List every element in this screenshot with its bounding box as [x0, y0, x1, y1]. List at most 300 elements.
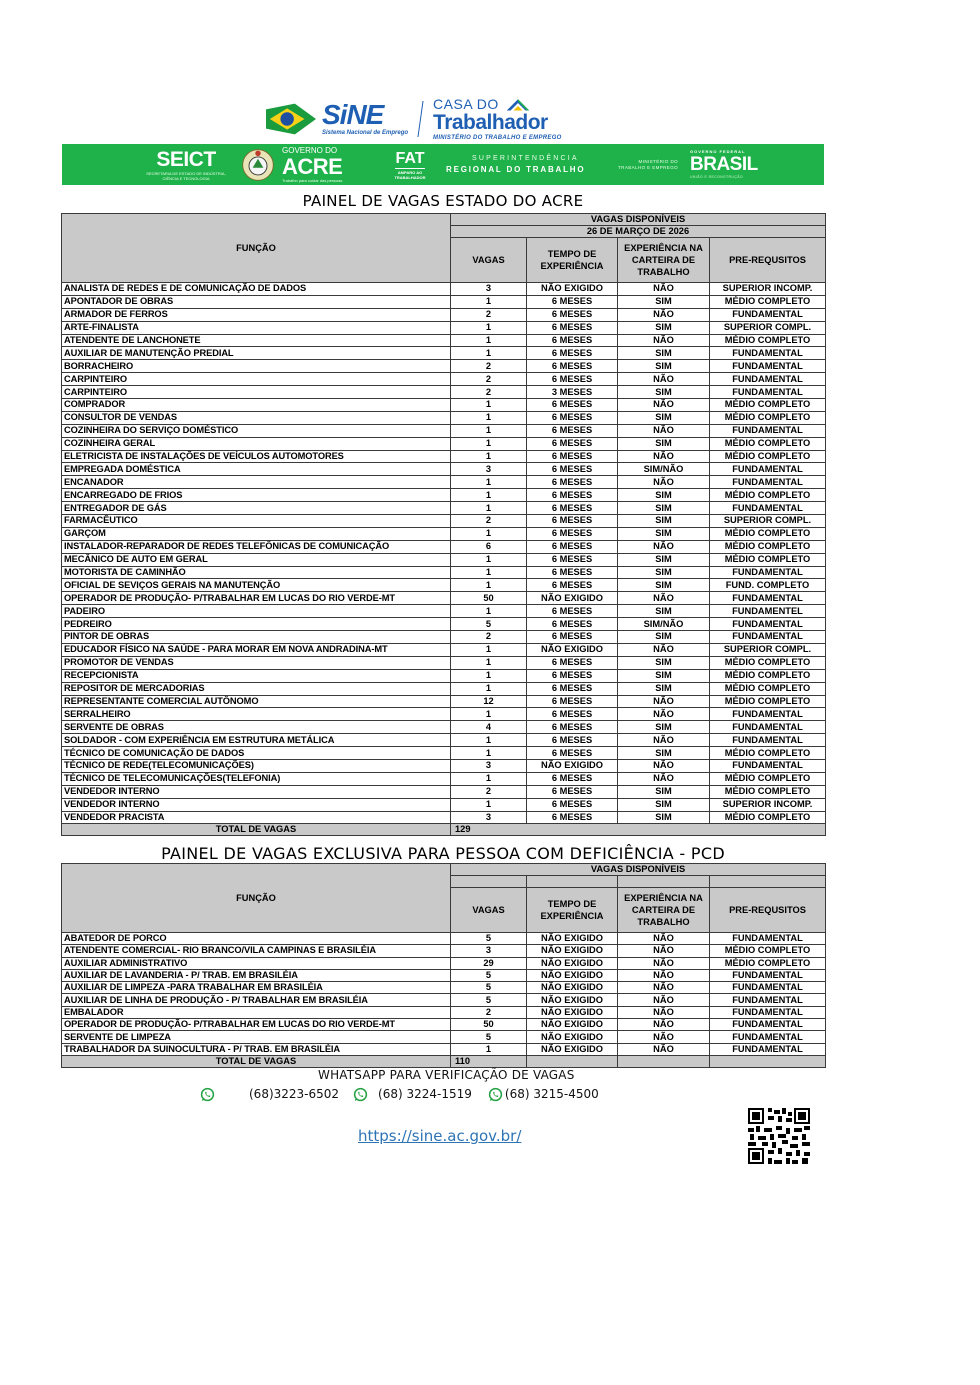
acre-crest-icon: [240, 147, 276, 183]
table-row: [62, 605, 826, 618]
partners-banner: [62, 144, 824, 185]
funcao-cell: EDUCADOR FÍSICO NA SAÚDE - PARA MORAR EM NOVA ANDRADINA-MT: [62, 643, 451, 656]
experiencia-cell: NÃO: [618, 759, 710, 772]
vagas-cell: 2: [451, 785, 527, 798]
experiencia-cell: SIM: [618, 656, 710, 669]
header-tempo-experiencia: TEMPO DE EXPERIÊNCIA: [527, 888, 618, 933]
tempo-cell: 6 MESES: [527, 515, 618, 528]
funcao-cell: ANALISTA DE REDES E DE COMUNICAÇÃO DE DADOS: [62, 283, 451, 296]
vagas-table-acre-body: [62, 283, 826, 824]
funcao-cell: EMPREGADA DOMÉSTICA: [62, 463, 451, 476]
experiencia-cell: NÃO: [618, 994, 710, 1006]
vagas-cell: 1: [451, 424, 527, 437]
tempo-cell: 6 MESES: [527, 553, 618, 566]
tempo-cell: 6 MESES: [527, 502, 618, 515]
fat-logo-block: [388, 150, 432, 180]
funcao-cell: PINTOR DE OBRAS: [62, 631, 451, 644]
logo-divider: [418, 101, 424, 137]
requisito-cell: MÉDIO COMPLETO: [710, 945, 826, 957]
total-label: TOTAL DE VAGAS: [62, 824, 451, 836]
total-row: [62, 824, 826, 836]
tempo-cell: 6 MESES: [527, 321, 618, 334]
tempo-cell: 6 MESES: [527, 656, 618, 669]
funcao-cell: BORRACHEIRO: [62, 360, 451, 373]
vagas-cell: 50: [451, 592, 527, 605]
requisito-cell: FUNDAMENTAL: [710, 347, 826, 360]
requisito-cell: MÉDIO COMPLETO: [710, 399, 826, 412]
table-row: [62, 798, 826, 811]
requisito-cell: FUNDAMENTAL: [710, 592, 826, 605]
experiencia-cell: NÃO: [618, 1019, 710, 1031]
requisito-cell: MÉDIO COMPLETO: [710, 811, 826, 824]
vagas-cell: 5: [451, 994, 527, 1006]
header-empty-cell: [527, 876, 618, 888]
requisito-cell: FUNDAMENTAL: [710, 1019, 826, 1031]
table-row: [62, 321, 826, 334]
table-row: [62, 747, 826, 760]
experiencia-cell: NÃO: [618, 1031, 710, 1043]
table-row: [62, 592, 826, 605]
experiencia-cell: SIM: [618, 811, 710, 824]
experiencia-cell: NÃO: [618, 734, 710, 747]
total-empty-cell: [527, 1055, 618, 1067]
tempo-cell: 6 MESES: [527, 476, 618, 489]
funcao-cell: ELETRICISTA DE INSTALAÇÕES DE VEÍCULOS AUTOMOTORES: [62, 450, 451, 463]
table-row: [62, 579, 826, 592]
brasil-subtitle: UNIÃO E RECONSTRUÇÃO: [690, 175, 744, 179]
seict-subtitle: SECRETARIA DE ESTADO DE INDÚSTRIA, CIÊNCIA E TECNOLOGIA: [146, 170, 226, 181]
header-empty-cell: [618, 876, 710, 888]
requisito-cell: SUPERIOR COMPL.: [710, 643, 826, 656]
fat-logo: FAT: [395, 149, 425, 167]
tempo-cell: 6 MESES: [527, 734, 618, 747]
vagas-cell: 6: [451, 540, 527, 553]
vagas-cell: 1: [451, 347, 527, 360]
funcao-cell: AUXILIAR DE LAVANDERIA - P/ TRAB. EM BRASILÉIA: [62, 969, 451, 981]
tempo-cell: 6 MESES: [527, 798, 618, 811]
vagas-cell: 2: [451, 308, 527, 321]
header-empty-cell: [451, 876, 527, 888]
requisito-cell: MÉDIO COMPLETO: [710, 747, 826, 760]
requisito-cell: FUNDAMENTAL: [710, 618, 826, 631]
tempo-cell: NÃO EXIGIDO: [527, 592, 618, 605]
header-tempo-experiencia: TEMPO DE EXPERIÊNCIA: [527, 238, 618, 283]
sine-logo: SiNE: [322, 99, 384, 130]
requisito-cell: FUNDAMENTAL: [710, 759, 826, 772]
requisito-cell: SUPERIOR COMPL.: [710, 515, 826, 528]
table-row: [62, 527, 826, 540]
requisito-cell: FUNDAMENTAL: [710, 721, 826, 734]
experiencia-cell: NÃO: [618, 373, 710, 386]
experiencia-cell: SIM: [618, 347, 710, 360]
funcao-cell: APONTADOR DE OBRAS: [62, 295, 451, 308]
tempo-cell: 6 MESES: [527, 308, 618, 321]
funcao-cell: AUXILIAR DE MANUTENÇÃO PREDIAL: [62, 347, 451, 360]
ministerio-label: MINISTÉRIO DO TRABALHO E EMPREGO: [618, 158, 678, 170]
table-row: [62, 476, 826, 489]
sine-logo-block: [322, 101, 408, 137]
vagas-cell: 1: [451, 450, 527, 463]
experiencia-cell: NÃO: [618, 424, 710, 437]
experiencia-cell: NÃO: [618, 476, 710, 489]
requisito-cell: FUNDAMENTAL: [710, 463, 826, 476]
tempo-cell: 6 MESES: [527, 682, 618, 695]
seict-logo-block: [140, 149, 232, 181]
tempo-cell: NÃO EXIGIDO: [527, 643, 618, 656]
fat-subtitle: AMPARO AO TRABALHADOR: [394, 169, 426, 180]
ministerio-block: [616, 159, 678, 171]
funcao-cell: AUXILIAR DE LINHA DE PRODUÇÃO - P/ TRABALHAR EM BRASILÉIA: [62, 994, 451, 1006]
whatsapp-icon: [200, 1087, 215, 1102]
vagas-cell: 1: [451, 772, 527, 785]
vagas-cell: 1: [451, 476, 527, 489]
requisito-cell: FUNDAMENTAL: [710, 386, 826, 399]
experiencia-cell: SIM: [618, 669, 710, 682]
vagas-cell: 1: [451, 321, 527, 334]
tempo-cell: NÃO EXIGIDO: [527, 933, 618, 945]
funcao-cell: CARPINTEIRO: [62, 386, 451, 399]
table-row: [62, 945, 826, 957]
vagas-cell: 1: [451, 682, 527, 695]
vagas-table-acre: [61, 213, 826, 836]
tempo-cell: 6 MESES: [527, 566, 618, 579]
tempo-cell: NÃO EXIGIDO: [527, 759, 618, 772]
funcao-cell: TÉCNICO DE COMUNICAÇÃO DE DADOS: [62, 747, 451, 760]
tempo-cell: 6 MESES: [527, 708, 618, 721]
brasil-logo: BRASIL: [690, 154, 758, 175]
funcao-cell: OPERADOR DE PRODUÇÃO- P/TRABALHAR EM LUCAS DO RIO VERDE-MT: [62, 1019, 451, 1031]
vagas-cell: 1: [451, 798, 527, 811]
experiencia-cell: SIM: [618, 682, 710, 695]
vagas-cell: 1: [451, 411, 527, 424]
whatsapp-icon: [488, 1087, 503, 1102]
vagas-cell: 1: [451, 489, 527, 502]
table-row: [62, 618, 826, 631]
experiencia-cell: NÃO: [618, 1006, 710, 1018]
table-row: [62, 360, 826, 373]
tempo-cell: 6 MESES: [527, 772, 618, 785]
experiencia-cell: SIM: [618, 566, 710, 579]
table-row: [62, 463, 826, 476]
vagas-cell: 3: [451, 463, 527, 476]
vagas-cell: 1: [451, 734, 527, 747]
funcao-cell: PEDREIRO: [62, 618, 451, 631]
tempo-cell: NÃO EXIGIDO: [527, 1043, 618, 1055]
phone-number[interactable]: (68)3223-6502: [249, 1087, 340, 1101]
vagas-cell: 4: [451, 721, 527, 734]
experiencia-cell: SIM: [618, 579, 710, 592]
requisito-cell: MÉDIO COMPLETO: [710, 540, 826, 553]
tempo-cell: 6 MESES: [527, 527, 618, 540]
total-label: TOTAL DE VAGAS: [62, 1055, 451, 1067]
table-row: [62, 643, 826, 656]
experiencia-cell: NÃO: [618, 969, 710, 981]
experiencia-cell: NÃO: [618, 945, 710, 957]
seict-logo: SEICT: [156, 147, 216, 171]
table-row: [62, 489, 826, 502]
experiencia-cell: NÃO: [618, 982, 710, 994]
table-row: [62, 347, 826, 360]
funcao-cell: TÉCNICO DE REDE(TELECOMUNICAÇÕES): [62, 759, 451, 772]
tempo-cell: NÃO EXIGIDO: [527, 982, 618, 994]
phone-number[interactable]: (68) 3215-4500: [504, 1087, 599, 1101]
whatsapp-phones: [200, 1086, 599, 1103]
tempo-cell: 6 MESES: [527, 334, 618, 347]
tempo-cell: 6 MESES: [527, 785, 618, 798]
funcao-cell: INSTALADOR-REPARADOR DE REDES TELEFÔNICAS DE COMUNICAÇÃO: [62, 540, 451, 553]
table-row: [62, 933, 826, 945]
funcao-cell: COMPRADOR: [62, 399, 451, 412]
vagas-cell: 1: [451, 747, 527, 760]
funcao-cell: TÉCNICO DE TELECOMUNICAÇÕES(TELEFONIA): [62, 772, 451, 785]
experiencia-cell: NÃO: [618, 399, 710, 412]
requisito-cell: MÉDIO COMPLETO: [710, 295, 826, 308]
brasil-logo-block: [690, 149, 790, 180]
funcao-cell: OPERADOR DE PRODUÇÃO- P/TRABALHAR EM LUCAS DO RIO VERDE-MT: [62, 592, 451, 605]
tempo-cell: 6 MESES: [527, 450, 618, 463]
governo-federal-label: GOVERNO FEDERAL: [690, 149, 746, 154]
requisito-cell: FUNDAMENTAL: [710, 631, 826, 644]
requisito-cell: SUPERIOR INCOMP.: [710, 798, 826, 811]
tempo-cell: 6 MESES: [527, 347, 618, 360]
table-row: [62, 772, 826, 785]
vagas-cell: 1: [451, 605, 527, 618]
experiencia-cell: NÃO: [618, 957, 710, 969]
panel-title-acre: PAINEL DE VAGAS ESTADO DO ACRE: [302, 192, 584, 210]
total-empty-cell: [710, 1055, 826, 1067]
funcao-cell: OFICIAL DE SEVIÇOS GERAIS NA MANUTENÇÃO: [62, 579, 451, 592]
tempo-cell: 6 MESES: [527, 360, 618, 373]
total-value: 110: [451, 1055, 527, 1067]
tempo-cell: NÃO EXIGIDO: [527, 1031, 618, 1043]
vagas-cell: 1: [451, 656, 527, 669]
experiencia-cell: SIM: [618, 515, 710, 528]
funcao-cell: TRABALHADOR DA SUINOCULTURA - P/ TRAB. EM BRASILÉIA: [62, 1043, 451, 1055]
table-row: [62, 994, 826, 1006]
vagas-cell: 1: [451, 399, 527, 412]
table-row: [62, 566, 826, 579]
vagas-cell: 12: [451, 695, 527, 708]
experiencia-cell: SIM: [618, 360, 710, 373]
header-funcao: FUNÇÃO: [62, 214, 451, 283]
experiencia-cell: NÃO: [618, 772, 710, 785]
experiencia-cell: SIM/NÃO: [618, 618, 710, 631]
funcao-cell: CARPINTEIRO: [62, 373, 451, 386]
tempo-cell: 6 MESES: [527, 489, 618, 502]
experiencia-cell: SIM: [618, 437, 710, 450]
funcao-cell: ABATEDOR DE PORCO: [62, 933, 451, 945]
brazil-flag-icon: [266, 103, 316, 135]
tempo-cell: 6 MESES: [527, 695, 618, 708]
funcao-cell: ARMADOR DE FERROS: [62, 308, 451, 321]
funcao-cell: COZINHEIRA GERAL: [62, 437, 451, 450]
tempo-cell: NÃO EXIGIDO: [527, 994, 618, 1006]
vagas-cell: 3: [451, 811, 527, 824]
funcao-cell: AUXILIAR ADMINISTRATIVO: [62, 957, 451, 969]
table-row: [62, 502, 826, 515]
requisito-cell: FUNDAMENTAL: [710, 424, 826, 437]
experiencia-cell: SIM: [618, 721, 710, 734]
total-row: [62, 1055, 826, 1067]
vagas-cell: 2: [451, 515, 527, 528]
vagas-cell: 1: [451, 643, 527, 656]
requisito-cell: MÉDIO COMPLETO: [710, 656, 826, 669]
requisito-cell: FUNDAMENTAL: [710, 1006, 826, 1018]
requisito-cell: FUNDAMENTEL: [710, 605, 826, 618]
experiencia-cell: SIM: [618, 386, 710, 399]
requisito-cell: FUNDAMENTAL: [710, 933, 826, 945]
vagas-table-pcd: [61, 863, 826, 1068]
total-value: 129: [451, 824, 826, 836]
vagas-cell: 1: [451, 566, 527, 579]
experiencia-cell: NÃO: [618, 540, 710, 553]
requisito-cell: FUNDAMENTAL: [710, 502, 826, 515]
requisito-cell: MÉDIO COMPLETO: [710, 553, 826, 566]
vagas-cell: 1: [451, 527, 527, 540]
table-row: [62, 631, 826, 644]
requisito-cell: SUPERIOR INCOMP.: [710, 283, 826, 296]
tempo-cell: NÃO EXIGIDO: [527, 945, 618, 957]
tempo-cell: 6 MESES: [527, 631, 618, 644]
tempo-cell: 6 MESES: [527, 540, 618, 553]
table-row: [62, 969, 826, 981]
funcao-cell: SERVENTE DE LIMPEZA: [62, 1031, 451, 1043]
whatsapp-title: WHATSAPP PARA VERIFICAÇÃO DE VAGAS: [318, 1068, 575, 1082]
acre-logo-block: [282, 146, 382, 183]
experiencia-cell: SIM: [618, 527, 710, 540]
table-row: [62, 283, 826, 296]
funcao-cell: ENCARREGADO DE FRIOS: [62, 489, 451, 502]
vagas-cell: 2: [451, 386, 527, 399]
acre-slogan: Trabalho para cuidar das pessoas: [282, 178, 343, 183]
experiencia-cell: NÃO: [618, 283, 710, 296]
funcao-cell: EMBALADOR: [62, 1006, 451, 1018]
vagas-cell: 1: [451, 553, 527, 566]
experiencia-cell: NÃO: [618, 708, 710, 721]
table-row: [62, 553, 826, 566]
funcao-cell: GARÇOM: [62, 527, 451, 540]
funcao-cell: REPRESENTANTE COMERCIAL AUTÔNOMO: [62, 695, 451, 708]
vagas-cell: 1: [451, 1043, 527, 1055]
funcao-cell: PROMOTOR DE VENDAS: [62, 656, 451, 669]
funcao-cell: CONSULTOR DE VENDAS: [62, 411, 451, 424]
header-empty-cell: [710, 876, 826, 888]
regional-trabalho-label: REGIONAL DO TRABALHO: [446, 165, 586, 174]
table-row: [62, 437, 826, 450]
qr-code-icon[interactable]: [748, 1108, 810, 1164]
vagas-cell: 1: [451, 502, 527, 515]
table-row: [62, 334, 826, 347]
tempo-cell: 3 MESES: [527, 386, 618, 399]
casa-logo-main: Trabalhador: [433, 110, 548, 134]
table-row: [62, 515, 826, 528]
experiencia-cell: SIM: [618, 295, 710, 308]
tempo-cell: NÃO EXIGIDO: [527, 969, 618, 981]
requisito-cell: MÉDIO COMPLETO: [710, 957, 826, 969]
vagas-table-pcd-body: [62, 933, 826, 1056]
experiencia-cell: NÃO: [618, 643, 710, 656]
vagas-cell: 1: [451, 295, 527, 308]
experiencia-cell: NÃO: [618, 450, 710, 463]
superintendencia-block: [446, 154, 602, 175]
requisito-cell: MÉDIO COMPLETO: [710, 411, 826, 424]
experiencia-cell: SIM: [618, 631, 710, 644]
tempo-cell: NÃO EXIGIDO: [527, 1019, 618, 1031]
table-row: [62, 1031, 826, 1043]
vagas-cell: 5: [451, 982, 527, 994]
vagas-cell: 1: [451, 708, 527, 721]
vagas-cell: 3: [451, 283, 527, 296]
table-row: [62, 734, 826, 747]
funcao-cell: MOTORISTA DE CAMINHÃO: [62, 566, 451, 579]
experiencia-cell: SIM: [618, 553, 710, 566]
funcao-cell: VENDEDOR PRACISTA: [62, 811, 451, 824]
table-row: [62, 785, 826, 798]
table-row: [62, 424, 826, 437]
tempo-cell: 6 MESES: [527, 295, 618, 308]
table-row: [62, 386, 826, 399]
superintendencia-label: SUPERINTENDÊNCIA: [472, 155, 579, 162]
requisito-cell: FUNDAMENTAL: [710, 994, 826, 1006]
vagas-cell: 50: [451, 1019, 527, 1031]
vagas-cell: 5: [451, 1031, 527, 1043]
table-row: [62, 1019, 826, 1031]
experiencia-cell: NÃO: [618, 1043, 710, 1055]
governo-do-label: GOVERNO DO: [282, 146, 338, 155]
tempo-cell: 6 MESES: [527, 721, 618, 734]
funcao-cell: SOLDADOR - COM EXPERIÊNCIA EM ESTRUTURA METÁLICA: [62, 734, 451, 747]
table-row: [62, 669, 826, 682]
vagas-cell: 1: [451, 437, 527, 450]
table-row: [62, 450, 826, 463]
funcao-cell: VENDEDOR INTERNO: [62, 785, 451, 798]
requisito-cell: MÉDIO COMPLETO: [710, 527, 826, 540]
experiencia-cell: NÃO: [618, 592, 710, 605]
tempo-cell: 6 MESES: [527, 373, 618, 386]
header-vagas-disponiveis: VAGAS DISPONÍVEIS: [451, 214, 826, 226]
vagas-cell: 2: [451, 1006, 527, 1018]
table-row: [62, 708, 826, 721]
requisito-cell: FUNDAMENTAL: [710, 566, 826, 579]
header-funcao: FUNÇÃO: [62, 864, 451, 933]
table-row: [62, 1006, 826, 1018]
requisito-cell: FUNDAMENTAL: [710, 373, 826, 386]
vagas-cell: 1: [451, 579, 527, 592]
website-link[interactable]: https://sine.ac.gov.br/: [358, 1127, 522, 1145]
vagas-cell: 5: [451, 933, 527, 945]
requisito-cell: FUND. COMPLETO: [710, 579, 826, 592]
vagas-cell: 5: [451, 969, 527, 981]
funcao-cell: ARTE-FINALISTA: [62, 321, 451, 334]
requisito-cell: FUNDAMENTAL: [710, 476, 826, 489]
tempo-cell: 6 MESES: [527, 424, 618, 437]
house-roof-icon: [503, 97, 533, 112]
funcao-cell: SERRALHEIRO: [62, 708, 451, 721]
requisito-cell: MÉDIO COMPLETO: [710, 437, 826, 450]
vagas-cell: 3: [451, 945, 527, 957]
tempo-cell: NÃO EXIGIDO: [527, 1006, 618, 1018]
requisito-cell: MÉDIO COMPLETO: [710, 772, 826, 785]
requisito-cell: MÉDIO COMPLETO: [710, 669, 826, 682]
requisito-cell: FUNDAMENTAL: [710, 708, 826, 721]
casa-logo-block: [433, 97, 562, 142]
experiencia-cell: NÃO: [618, 308, 710, 321]
table-row: [62, 811, 826, 824]
phone-number[interactable]: (68) 3224-1519: [378, 1087, 472, 1101]
casa-top-row: [433, 97, 562, 112]
funcao-cell: RECEPCIONISTA: [62, 669, 451, 682]
tempo-cell: 6 MESES: [527, 618, 618, 631]
